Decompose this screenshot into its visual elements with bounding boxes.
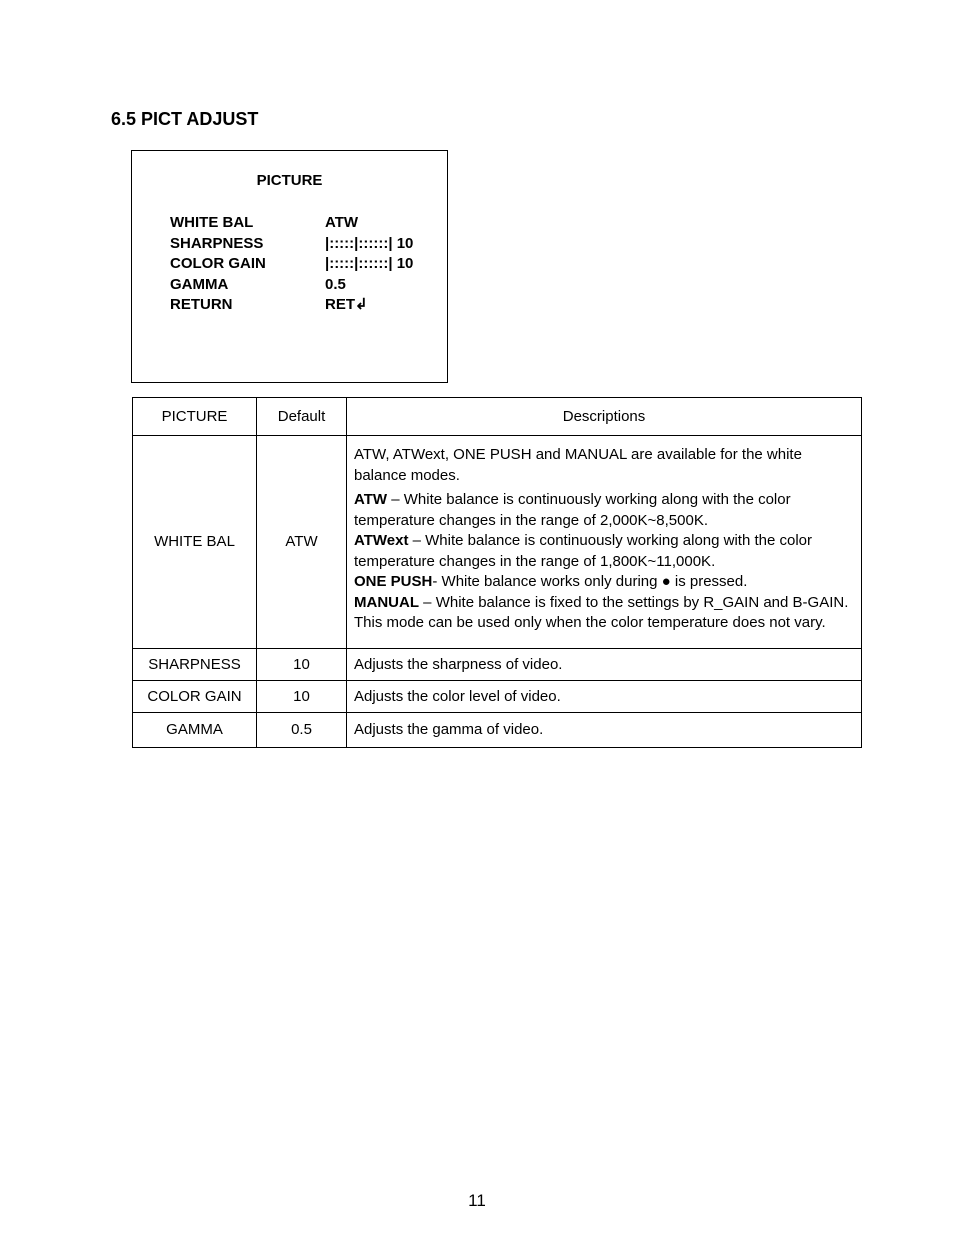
table-row-color-gain [133, 680, 862, 712]
cell-picture: SHARPNESS [133, 648, 257, 680]
cell-description: Adjusts the color level of video. [347, 680, 862, 712]
page-number: 11 [468, 1191, 486, 1210]
cell-description [347, 436, 862, 649]
osd-menu-value: |:::::|::::::| 10 [325, 255, 414, 272]
mode-text: White balance is fixed to the settings by R_GAIN and B-GAIN. This mode can be used only when the color temperature does not vary. [354, 593, 849, 631]
mode-atwext [354, 531, 854, 572]
mode-atw [354, 490, 854, 531]
mode-text: White balance is continuously working along with the color temperature changes in the range of 1,800K~11,000K. [354, 532, 813, 570]
osd-menu-row-gamma [170, 275, 413, 296]
table-header-row [133, 398, 862, 436]
mode-text: White balance works only during ● is pressed. [441, 573, 748, 590]
osd-menu-label: COLOR GAIN [170, 255, 266, 272]
cell-default: ATW [257, 436, 347, 649]
osd-menu-rows [170, 213, 413, 316]
cell-default: 0.5 [257, 712, 347, 747]
header-descriptions: Descriptions [347, 398, 862, 436]
mode-separator: – [419, 593, 436, 611]
description-table [132, 397, 862, 748]
osd-menu-value: |:::::|::::::| 10 [325, 234, 414, 252]
osd-menu-label: SHARPNESS [170, 234, 264, 252]
mode-separator: – [408, 532, 426, 549]
mode-name: ATWext [354, 532, 409, 549]
mode-name: ATW [354, 491, 388, 508]
mode-separator: – [387, 491, 404, 508]
mode-manual [354, 593, 854, 634]
osd-menu-row-color-gain [170, 254, 413, 275]
cell-picture: COLOR GAIN [133, 680, 257, 712]
cell-picture: WHITE BAL [133, 436, 257, 649]
osd-menu-title: PICTURE [256, 172, 323, 189]
section-title: 6.5 PICT ADJUST [111, 109, 259, 129]
osd-menu-row-return [170, 295, 413, 316]
osd-menu-box [131, 150, 448, 383]
osd-menu-label: RETURN [170, 296, 233, 313]
table-row-gamma [133, 712, 862, 747]
osd-menu-row-white-bal [170, 213, 413, 234]
table-row-sharpness [133, 648, 862, 680]
mode-text: White balance is continuously working along with the color temperature changes in the range of 2,000K~8,500K. [354, 491, 791, 529]
cell-description: Adjusts the gamma of video. [347, 712, 862, 747]
header-default: Default [257, 398, 347, 436]
white-bal-intro: ATW, ATWext, ONE PUSH and MANUAL are available for the white balance modes. [354, 446, 802, 484]
osd-menu-value: ATW [325, 214, 359, 231]
osd-menu-row-sharpness [170, 234, 413, 255]
cell-default: 10 [257, 680, 347, 712]
table-row-white-bal [133, 436, 862, 649]
osd-menu-value: RET↲ [325, 296, 368, 313]
mode-one-push [354, 572, 854, 593]
mode-separator: - [432, 573, 442, 590]
mode-name: MANUAL [354, 593, 419, 611]
osd-menu-value: 0.5 [325, 275, 346, 293]
mode-name: ONE PUSH [354, 573, 433, 590]
cell-default: 10 [257, 648, 347, 680]
cell-picture: GAMMA [133, 712, 257, 747]
cell-description: Adjusts the sharpness of video. [347, 648, 862, 680]
osd-menu-label: WHITE BAL [170, 214, 254, 231]
osd-menu-label: GAMMA [170, 275, 229, 293]
header-picture: PICTURE [133, 398, 257, 436]
